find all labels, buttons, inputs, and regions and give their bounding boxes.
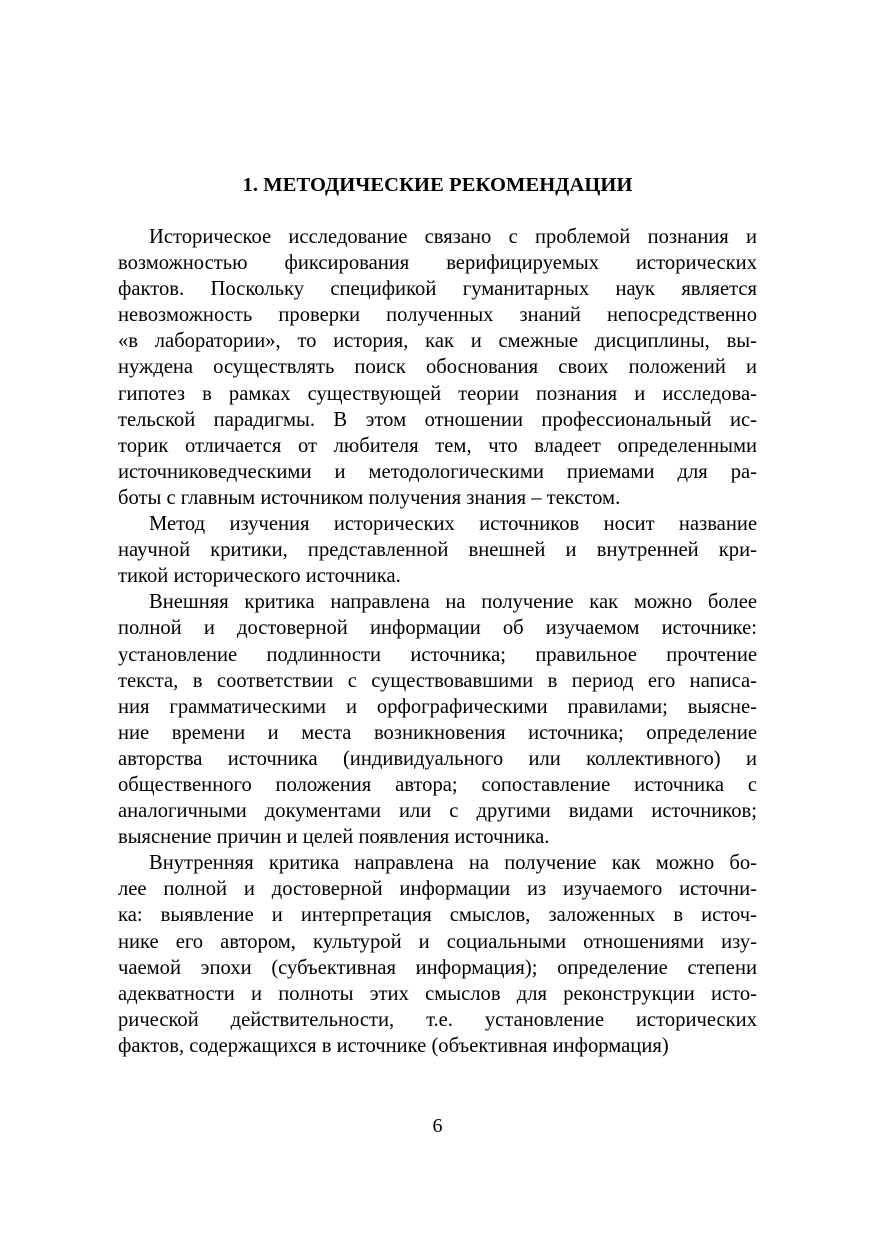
text-line: источниковедческими и методологическими приемами для ра- [118, 460, 757, 483]
text-line: фактов, содержащихся в источнике (объективная информация) [118, 1034, 669, 1057]
body-text [118, 224, 757, 1059]
text-line: полной и достоверной информации об изучаемом источнике: [118, 617, 757, 640]
text-line: нуждена осуществлять поиск обоснования своих положений и [118, 356, 757, 379]
text-line: научной критики, представленной внешней и внутренней кри- [118, 539, 757, 562]
paragraph-4 [118, 850, 757, 1059]
text-line: боты с главным источником получения знания – текстом. [118, 486, 621, 509]
text-line: «в лаборатории», то история, как и смежные дисциплины, вы- [118, 330, 757, 353]
text-line: адекватности и полноты этих смыслов для реконструкции исто- [118, 982, 757, 1005]
text-line: гипотез в рамках существующей теории познания и исследова- [118, 382, 757, 405]
text-line: ния грамматическими и орфографическими правилами; выясне- [118, 695, 757, 718]
text-line: лее полной и достоверной информации из изучаемого источни- [118, 878, 757, 901]
page-number: 6 [432, 1115, 443, 1137]
text-line: торик отличается от любителя тем, что владеет определенными [118, 434, 757, 457]
text-line: фактов. Поскольку спецификой гуманитарных наук является [118, 278, 757, 301]
text-line: выяснение причин и целей появления источника. [118, 826, 550, 849]
text-line: тельской парадигмы. В этом отношении профессиональный ис- [118, 408, 757, 431]
text-line: невозможность проверки полученных знаний непосредственно [118, 304, 757, 327]
page-title: 1. МЕТОДИЧЕСКИЕ РЕКОМЕНДАЦИИ [242, 174, 633, 196]
text-line: рической действительности, т.е. установление исторических [118, 1008, 757, 1031]
paragraph-2 [118, 511, 757, 589]
text-line: Внешняя критика направлена на получение как можно более [149, 591, 757, 614]
text-line: установление подлинности источника; правильное прочтение [118, 643, 757, 666]
paragraph-3 [118, 589, 757, 850]
text-line: Метод изучения исторических источников носит название [149, 513, 757, 536]
text-line: тикой исторического источника. [118, 565, 401, 588]
text-line: общественного положения автора; сопоставление источника с [118, 773, 757, 796]
text-line: Внутренняя критика направлена на получение как можно бо- [149, 852, 757, 875]
text-line: ка: выявление и интерпретация смыслов, заложенных в источ- [118, 904, 757, 927]
text-line: авторства источника (индивидуального или коллективного) и [118, 747, 757, 770]
text-line: аналогичными документами или с другими видами источников; [118, 800, 757, 823]
paragraph-1 [118, 224, 757, 511]
text-line: нике его автором, культурой и социальными отношениями изу- [118, 930, 757, 953]
text-line: возможностью фиксирования верифицируемых исторических [118, 252, 757, 275]
text-line: текста, в соответствии с существовавшими в период его написа- [118, 669, 757, 692]
text-line: Историческое исследование связано с проблемой познания и [149, 226, 757, 248]
text-line: чаемой эпохи (субъективная информация); определение степени [118, 956, 757, 979]
text-line: ние времени и места возникновения источника; определение [118, 721, 757, 744]
